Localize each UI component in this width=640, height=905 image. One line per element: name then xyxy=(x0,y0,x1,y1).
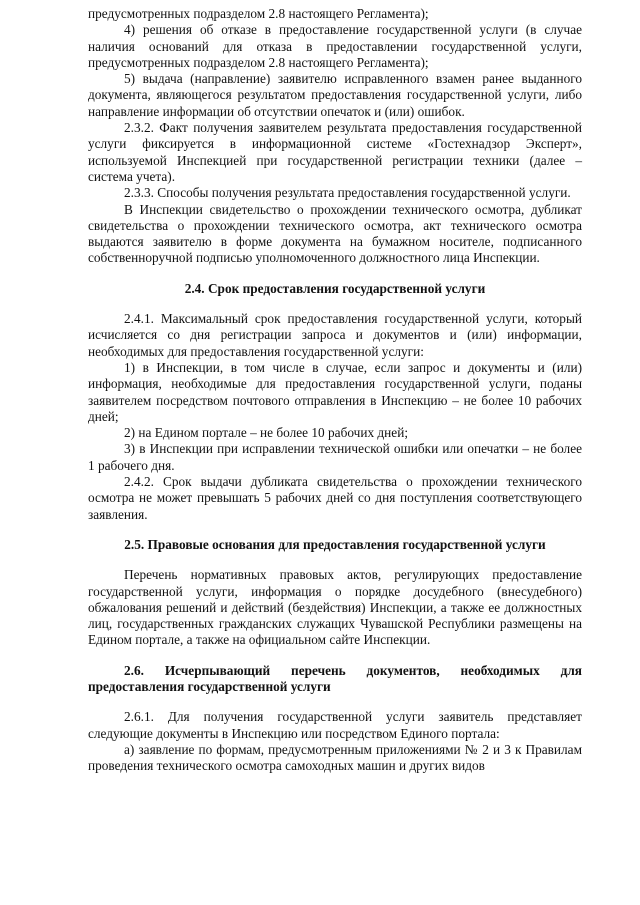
paragraph: Перечень нормативных правовых актов, регулирующих предоставление государственной услуги, информация о порядке досудебного (внесудебного) обжалования решений и действий (бездействия) Инспекции, а также ее должностных лиц, государственных гражданских служащих Чувашской Республики размещены на Едином портале, а также на официальном сайте Инспекции. xyxy=(88,567,582,648)
paragraph: В Инспекции свидетельство о прохождении технического осмотра, дубликат свидетельства о прохождении технического осмотра, акт технического осмотра выдаются заявителю в форме документа на бумажном носителе, подписанного собственноручной подписью уполномоченного должностного лица Инспекции. xyxy=(88,201,582,266)
paragraph: 5) выдача (направление) заявителю исправленного взамен ранее выданного документа, являющегося результатом предоставления государственной услуги, либо направление информации об отсутствии опечаток и (или) ошибок. xyxy=(88,71,582,119)
paragraph: предусмотренных подразделом 2.8 настоящего Регламента); xyxy=(88,6,429,21)
section-heading: 2.4. Срок предоставления государственной услуги xyxy=(184,280,486,296)
paragraph: 2.3.3. Способы получения результата предоставления государственной услуги. xyxy=(124,185,571,201)
paragraph: 1) в Инспекции, в том числе в случае, если запрос и документы и (или) информация, необходимые для предоставления государственной услуги, поданы заявителем посредством почтового отправления в Инспекцию – не более 10 рабочих дней; xyxy=(88,359,582,424)
paragraph: 2) на Едином портале – не более 10 рабочих дней; xyxy=(124,425,409,441)
paragraph: 2.4.2. Срок выдачи дубликата свидетельства о прохождении технического осмотра не может превышать 5 рабочих дней со дня поступления соответствующего заявления. xyxy=(88,474,582,522)
paragraph: 2.4.1. Максимальный срок предоставления государственной услуги, который исчисляется со дня регистрации запроса и документов и (или) информации, необходимых для предоставления государственной услуги: xyxy=(88,311,582,359)
paragraph: 2.3.2. Факт получения заявителем результата предоставления государственной услуги фиксируется в информационной системе «Гостехнадзор Эксперт», используемой Инспекцией при государственной регистрации техники (далее – система учета). xyxy=(88,120,582,184)
paragraph: 3) в Инспекции при исправлении технической ошибки или опечатки – не более 1 рабочего дня. xyxy=(88,441,582,473)
section-heading: 2.6. Исчерпывающий перечень документов, необходимых для предоставления государственной услуги xyxy=(88,662,582,694)
paragraph: 2.6.1. Для получения государственной услуги заявитель представляет следующие документы в Инспекцию или посредством Единого портала: xyxy=(88,709,582,741)
paragraph: 4) решения об отказе в предоставление государственной услуги (в случае наличия оснований для отказа в предоставлении государственной услуги, предусмотренных подразделом 2.8 настоящего Регламента); xyxy=(88,22,582,70)
section-heading: 2.5. Правовые основания для предоставления государственной услуги xyxy=(124,536,546,552)
paragraph: а) заявление по формам, предусмотренным приложениями № 2 и 3 к Правилам проведения технического осмотра самоходных машин и других видов xyxy=(88,741,582,774)
